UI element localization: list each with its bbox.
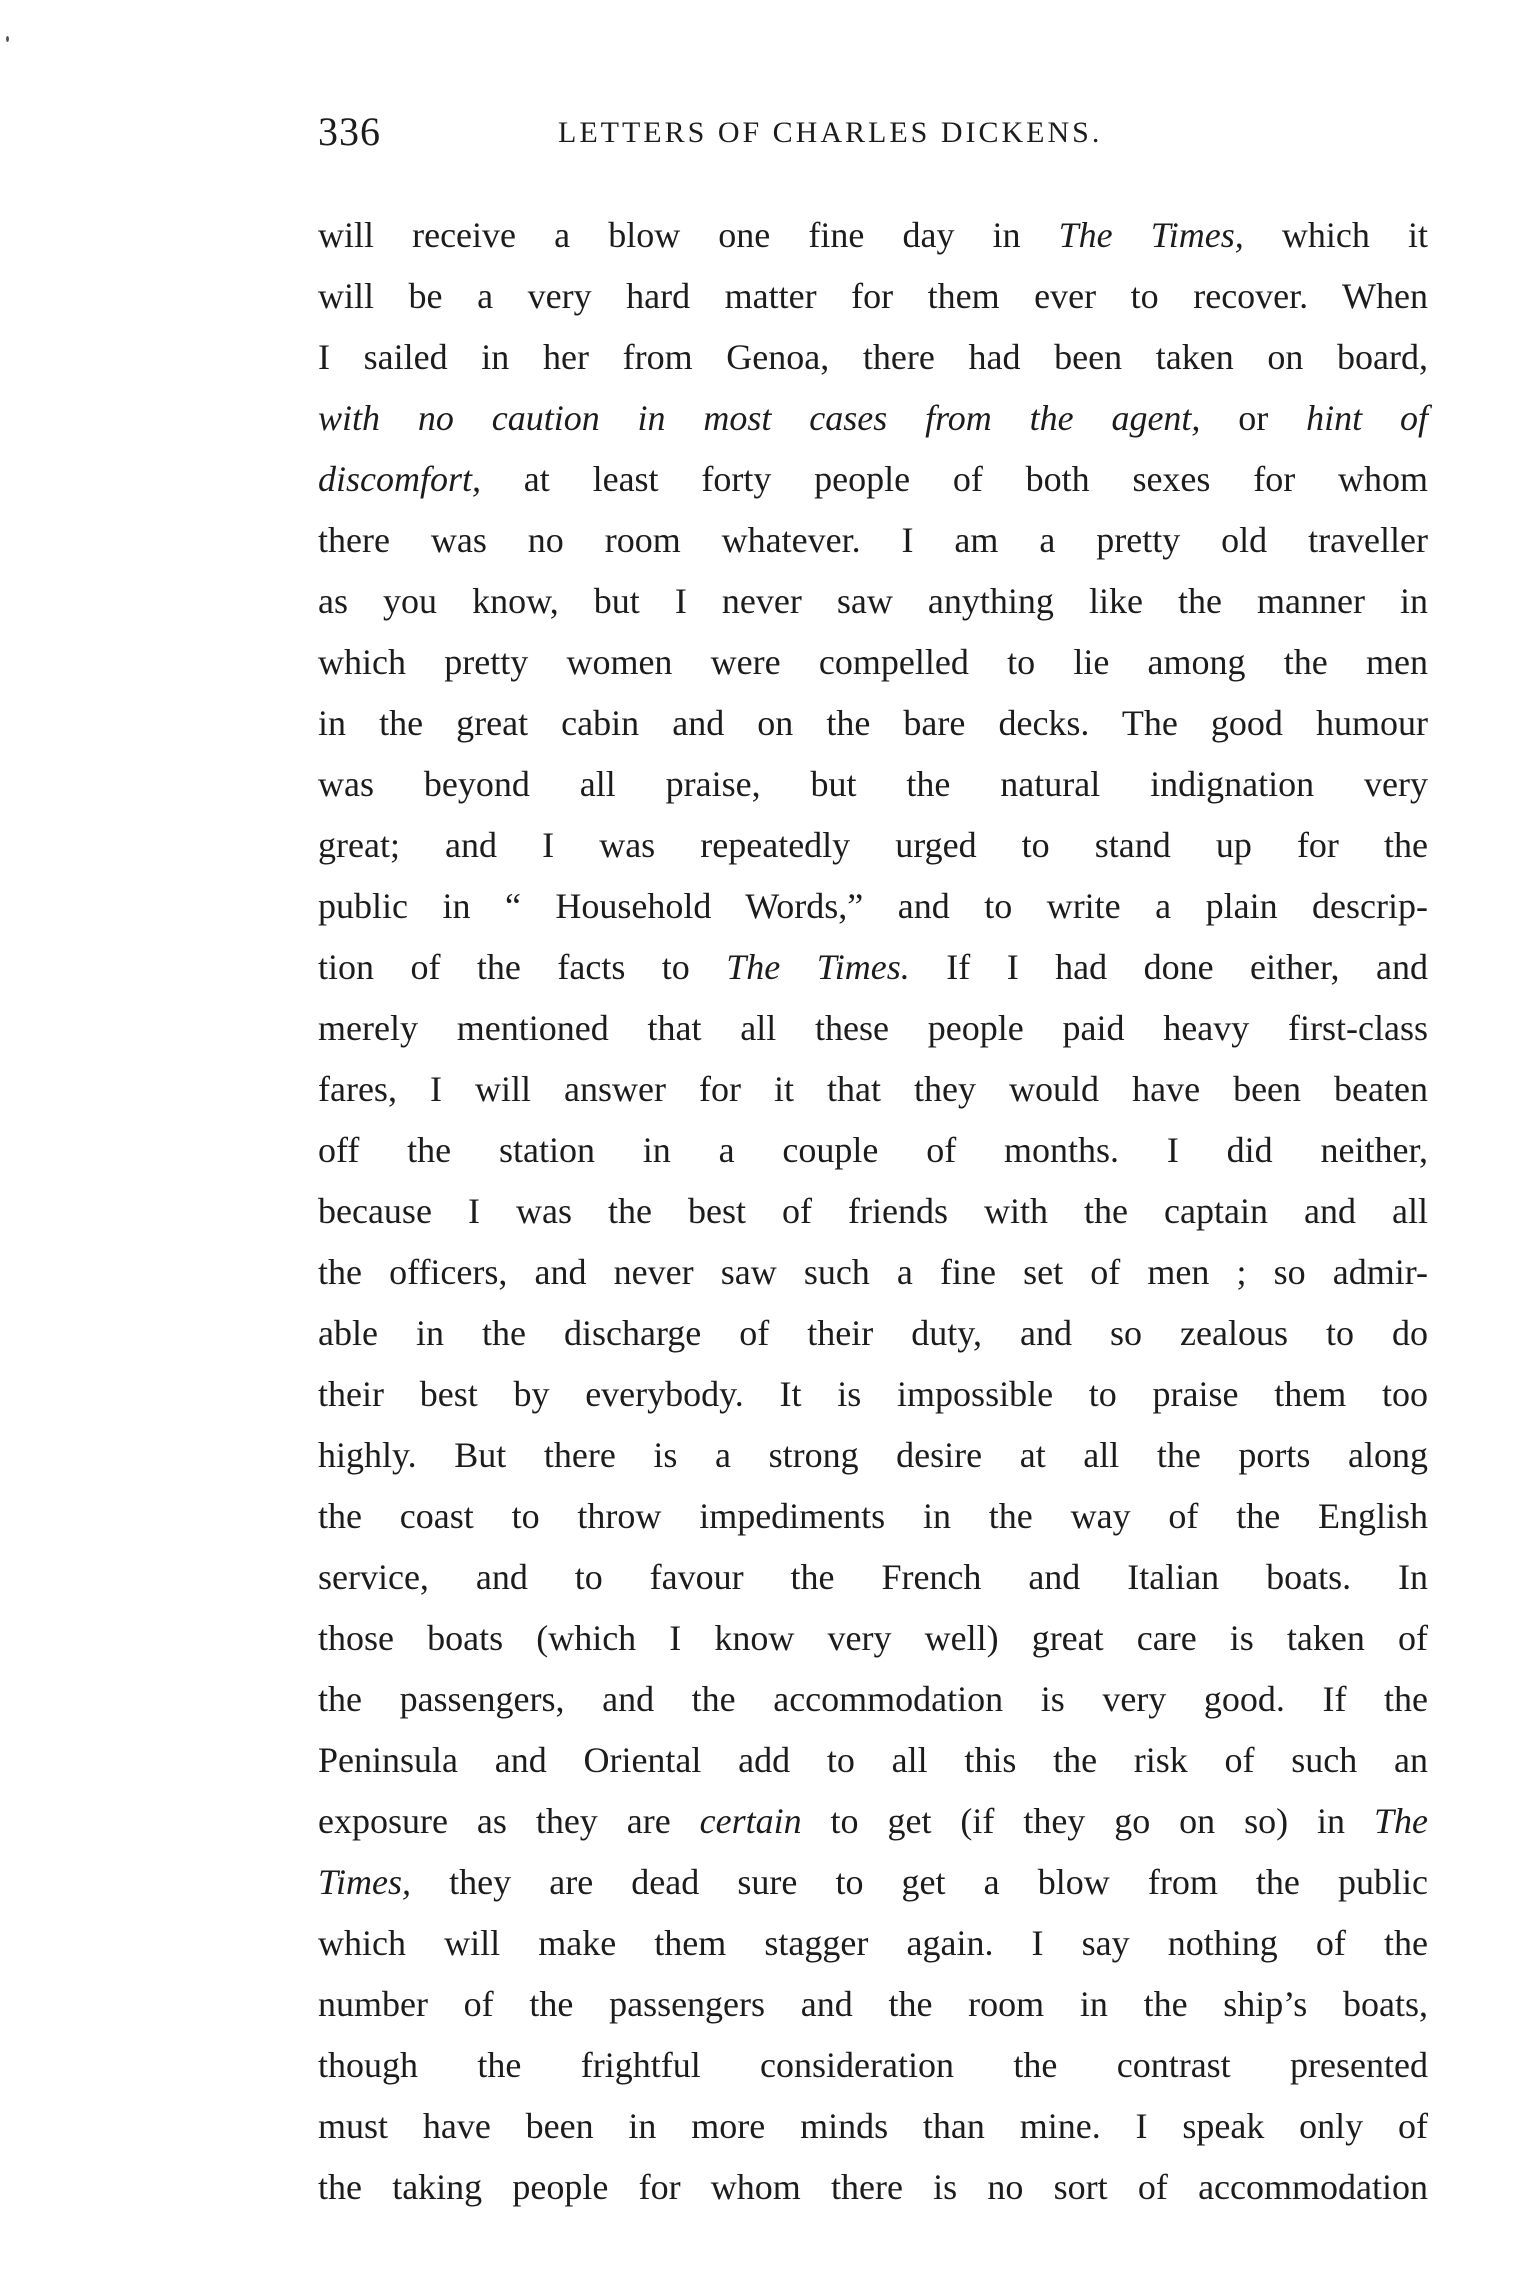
text-segment: Peninsula and Oriental add to all this the risk of such an [318,1740,1428,1780]
text-line [318,2157,1428,2218]
margin-speck [6,36,9,42]
italic-text: The Times, [1058,215,1244,255]
text-segment: service, and to favour the French and Italian boats. In [318,1557,1428,1597]
page-number: 336 [318,109,381,154]
text-line [318,1730,1428,1791]
text-line [318,1791,1428,1852]
text-line [318,632,1428,693]
text-segment: was beyond all praise, but the natural indignation very [318,764,1428,804]
text-segment: to get (if they go on so) in [801,1801,1374,1841]
text-segment: as you know, but I never saw anything like the manner in [318,581,1428,621]
text-segment: number of the passengers and the room in the ship’s boats, [318,1984,1428,2024]
text-segment: which will make them stagger again. I say nothing of the [318,1923,1428,1963]
text-line [318,449,1428,510]
text-segment: tion of the facts to [318,947,727,987]
text-line [318,754,1428,815]
text-line [318,1913,1428,1974]
text-segment: the coast to throw impediments in the way of the English [318,1496,1428,1536]
text-segment: will be a very hard matter for them ever to recover. When [318,276,1428,316]
text-segment: the officers, and never saw such a fine set of men ; so admir- [318,1252,1428,1292]
text-segment: in the great cabin and on the bare decks. The good humour [318,703,1428,743]
text-segment: which pretty women were compelled to lie among the men [318,642,1428,682]
text-segment: or [1200,398,1307,438]
text-line [318,1425,1428,1486]
text-line [318,1547,1428,1608]
italic-text: with no caution in most cases from the agent, [318,398,1201,438]
text-line [318,937,1428,998]
text-segment: the passengers, and the accommodation is very good. If the [318,1679,1428,1719]
text-line [318,1974,1428,2035]
text-line [318,1120,1428,1181]
italic-text: The Times. [726,947,910,987]
text-line [318,1181,1428,1242]
text-segment: great; and I was repeatedly urged to stand up for the [318,825,1428,865]
text-segment: because I was the best of friends with the captain and all [318,1191,1428,1231]
page-header [318,108,1428,158]
text-line [318,998,1428,1059]
text-segment: able in the discharge of their duty, and so zealous to do [318,1313,1428,1353]
text-line [318,388,1428,449]
italic-text: The [1374,1801,1428,1841]
text-segment: merely mentioned that all these people paid heavy first-class [318,1008,1428,1048]
text-line [318,693,1428,754]
text-line [318,1364,1428,1425]
text-line [318,2096,1428,2157]
text-line [318,1242,1428,1303]
text-line [318,1608,1428,1669]
text-line [318,327,1428,388]
text-line [318,1669,1428,1730]
text-segment: highly. But there is a strong desire at all the ports along [318,1435,1428,1475]
text-segment: exposure as they are [318,1801,700,1841]
text-segment: there was no room whatever. I am a pretty old traveller [318,520,1428,560]
text-segment: which it [1243,215,1428,255]
text-line [318,1059,1428,1120]
text-segment: will receive a blow one fine day in [318,215,1059,255]
text-line [318,266,1428,327]
text-line [318,571,1428,632]
text-line [318,1486,1428,1547]
text-segment: If I had done either, and [909,947,1428,987]
text-line [318,815,1428,876]
text-line [318,205,1428,266]
text-segment: public in “ Household Words,” and to write a plain descrip- [318,886,1428,926]
text-line [318,1303,1428,1364]
italic-text: discomfort, [318,459,482,499]
text-segment: at least forty people of both sexes for whom [481,459,1428,499]
text-segment: they are dead sure to get a blow from the public [411,1862,1428,1902]
text-segment: those boats (which I know very well) great care is taken of [318,1618,1428,1658]
italic-text: Times, [318,1862,412,1902]
italic-text: hint of [1306,398,1428,438]
text-segment: their best by everybody. It is impossible to praise them too [318,1374,1428,1414]
text-line [318,1852,1428,1913]
text-line [318,510,1428,571]
text-segment: the taking people for whom there is no sort of accommodation [318,2167,1428,2207]
text-segment: fares, I will answer for it that they would have been beaten [318,1069,1428,1109]
text-line [318,876,1428,937]
text-segment: I sailed in her from Genoa, there had been taken on board, [318,337,1428,377]
body-text [318,205,1428,2218]
running-head: LETTERS OF CHARLES DICKENS. [558,116,1103,149]
text-line [318,2035,1428,2096]
text-segment: though the frightful consideration the contrast presented [318,2045,1428,2085]
italic-text: certain [699,1801,802,1841]
text-segment: must have been in more minds than mine. I speak only of [318,2106,1428,2146]
text-segment: off the station in a couple of months. I did neither, [318,1130,1428,1170]
